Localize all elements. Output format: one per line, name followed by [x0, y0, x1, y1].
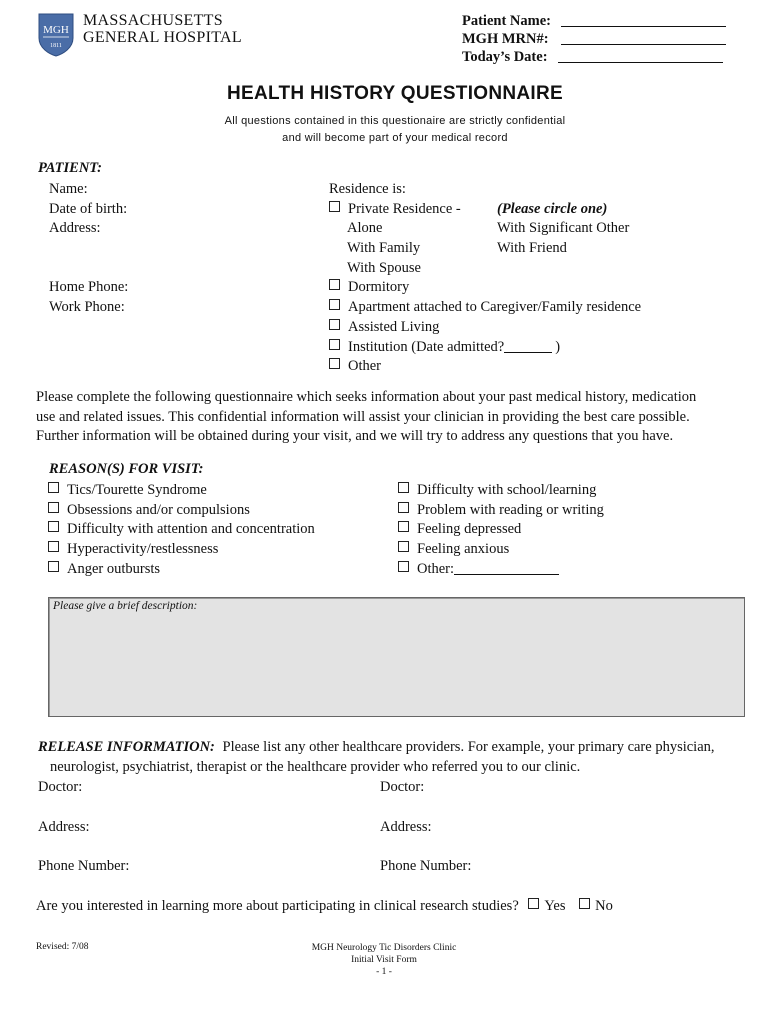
mgh-logo	[37, 12, 257, 58]
date-admitted-field[interactable]	[504, 340, 552, 353]
institution-checkbox[interactable]	[329, 339, 340, 350]
todays-date-label: Today’s Date:	[462, 49, 548, 65]
reasons-heading: REASON(S) FOR VISIT:	[49, 461, 204, 477]
footer-center	[284, 942, 484, 978]
logo-line-1: MASSACHUSETTS	[83, 12, 223, 29]
footer-clinic: MGH Neurology Tic Disorders Clinic	[311, 943, 457, 953]
patient-name-label: Patient Name:	[462, 13, 551, 29]
description-textbox[interactable]	[48, 597, 745, 717]
reason-checkbox-reading[interactable]	[398, 502, 409, 513]
reason-label-reading: Problem with reading or writing	[417, 501, 604, 518]
reasons-right-list	[398, 481, 604, 579]
todays-date-field[interactable]	[558, 48, 723, 63]
assisted-living-label: Assisted Living	[348, 318, 440, 335]
intro-paragraph	[36, 388, 756, 447]
mrn-label: MGH MRN#:	[462, 31, 549, 47]
subtitle-line-2: and will become part of your medical record	[282, 132, 508, 144]
other-residence-checkbox[interactable]	[329, 358, 340, 369]
reason-label-depressed: Feeling depressed	[417, 521, 522, 538]
research-no-label: No	[595, 898, 613, 914]
reason-label-tics: Tics/Tourette Syndrome	[67, 482, 207, 498]
patient-name-field[interactable]	[561, 12, 726, 27]
release-text-line-2: neurologist, psychiatrist, therapist or the healthcare provider who referred you to our clinic.	[50, 758, 581, 775]
reason-other-field[interactable]	[454, 561, 559, 575]
residence-option-friend[interactable]: With Friend	[497, 240, 567, 257]
mgh-shield-icon	[37, 12, 75, 57]
reason-checkbox-attention[interactable]	[48, 521, 59, 532]
intro-line-2: use and related issues. This confidential information will assist your clinician in providing the best care possible.	[36, 408, 690, 425]
institution-close: )	[555, 338, 561, 355]
assisted-living-checkbox[interactable]	[329, 319, 340, 330]
intro-line-3: Further information will be obtained during your visit, and we will try to address any questions that you have.	[36, 428, 674, 444]
release-phone-2-label: Phone Number:	[380, 858, 472, 874]
logo-line-2: GENERAL HOSPITAL	[83, 29, 242, 46]
research-yes-label: Yes	[544, 898, 566, 914]
private-residence-label: Private Residence -	[348, 200, 461, 217]
reason-label-attention: Difficulty with attention and concentration	[67, 521, 315, 538]
research-question-row	[36, 897, 613, 917]
footer-revised: Revised: 7/08	[36, 942, 89, 952]
reason-label-other: Other:	[417, 560, 455, 577]
dormitory-label: Dormitory	[348, 279, 410, 296]
reason-checkbox-depressed[interactable]	[398, 521, 409, 532]
reason-checkbox-school[interactable]	[398, 482, 409, 493]
reasons-left-list	[48, 481, 315, 579]
reason-checkbox-tics[interactable]	[48, 482, 59, 493]
reason-checkbox-hyperactivity[interactable]	[48, 541, 59, 552]
release-heading: RELEASE INFORMATION:	[38, 739, 215, 755]
residence-option-spouse[interactable]: With Spouse	[347, 259, 421, 276]
footer-page-number: - 1 -	[376, 967, 392, 977]
reason-checkbox-obsessions[interactable]	[48, 502, 59, 513]
residence-option-alone[interactable]: Alone	[347, 220, 383, 237]
release-address-1-label: Address:	[38, 819, 90, 835]
release-section	[38, 738, 758, 777]
mrn-field[interactable]	[561, 30, 726, 45]
dob-field-label: Date of birth:	[49, 200, 128, 217]
reason-label-hyperactivity: Hyperactivity/restlessness	[67, 541, 219, 558]
shield-year: 1811	[50, 43, 62, 49]
shield-text: MGH	[43, 24, 69, 36]
research-no-checkbox[interactable]	[579, 898, 590, 909]
release-phone-1-label: Phone Number:	[38, 858, 130, 874]
residence-right-options	[497, 200, 629, 259]
release-text-line-1: Please list any other healthcare providers. For example, your primary care physician,	[222, 739, 715, 755]
patient-fields-bottom	[49, 278, 128, 317]
release-address-2-label: Address:	[380, 819, 432, 835]
apartment-label: Apartment attached to Caregiver/Family residence	[348, 299, 642, 316]
dormitory-checkbox[interactable]	[329, 279, 340, 290]
residence-option-significant-other[interactable]: With Significant Other	[497, 220, 630, 237]
home-phone-label: Home Phone:	[49, 279, 129, 295]
reason-label-school: Difficulty with school/learning	[417, 482, 597, 498]
patient-fields-top	[49, 180, 127, 239]
private-residence-checkbox[interactable]	[329, 201, 340, 212]
reason-label-obsessions: Obsessions and/or compulsions	[67, 501, 250, 518]
work-phone-label: Work Phone:	[49, 298, 125, 315]
reason-checkbox-anger[interactable]	[48, 561, 59, 572]
reason-checkbox-other[interactable]	[398, 561, 409, 572]
reason-checkbox-anxious[interactable]	[398, 541, 409, 552]
description-label: Please give a brief description:	[53, 600, 198, 612]
release-doctor-1-label: Doctor:	[38, 779, 83, 795]
header-fields	[462, 12, 727, 66]
intro-line-1: Please complete the following questionnaire which seeks information about your past medical history, medication	[36, 389, 697, 405]
institution-label: Institution (Date admitted?	[348, 338, 505, 355]
page-title: HEALTH HISTORY QUESTIONNAIRE	[226, 83, 563, 104]
release-doctor-2-label: Doctor:	[380, 779, 425, 795]
residence-option-family[interactable]: With Family	[347, 240, 421, 257]
footer-form: Initial Visit Form	[351, 955, 417, 965]
other-residence-label: Other	[348, 358, 382, 375]
name-field-label: Name:	[49, 181, 88, 197]
reason-label-anxious: Feeling anxious	[417, 541, 510, 558]
address-field-label: Address:	[49, 220, 101, 237]
research-question: Are you interested in learning more about participating in clinical research studies?	[36, 898, 519, 914]
reason-label-anger: Anger outbursts	[67, 560, 161, 577]
research-yes-checkbox[interactable]	[528, 898, 539, 909]
circle-note: (Please circle one)	[497, 200, 608, 217]
residence-heading: Residence is:	[329, 181, 406, 197]
apartment-checkbox[interactable]	[329, 299, 340, 310]
subtitle-line-1: All questions contained in this questionaire are strictly confidential	[224, 115, 566, 127]
patient-heading: PATIENT:	[38, 160, 102, 176]
